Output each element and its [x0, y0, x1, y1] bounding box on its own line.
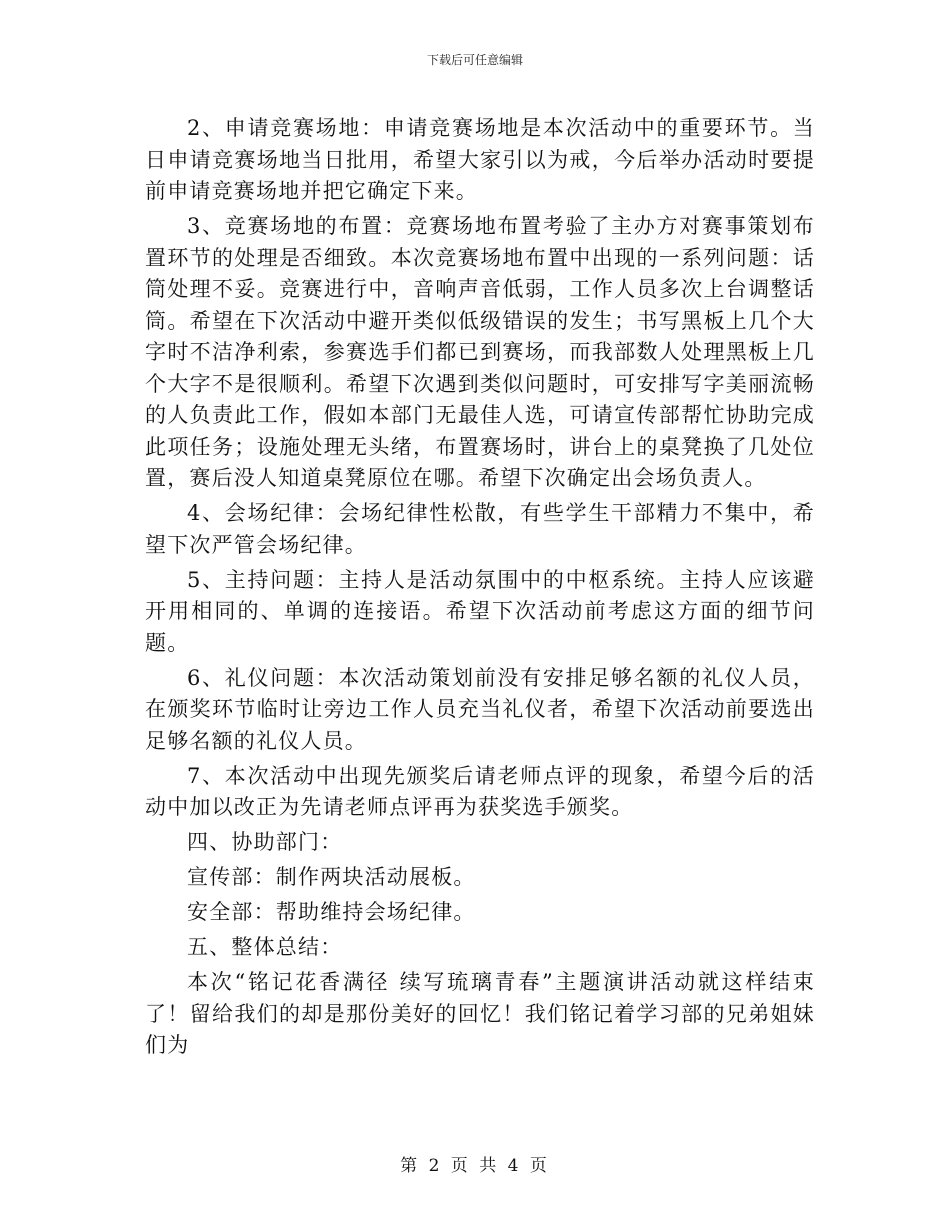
paragraph-host-issues: 5、主持问题：主持人是活动氛围中的中枢系统。主持人应该避开用相同的、单调的连接语。希望下次活动前考虑这方面的细节问题。 [145, 567, 815, 655]
paragraph-venue-setup: 3、竞赛场地的布置：竞赛场地布置考验了主办方对赛事策划布置环节的处理是否细致。本次竞赛场地布置中出现的一系列问题：话筒处理不妥。竞赛进行中，音响声音低弱，工作人员多次上台调整话筒。希望在下次活动中避开类似低级错误的发生；书写黑板上几个大字时不洁净利索，参赛选手们都已到赛场，而我部数人处理黑板上几个大字不是很顺利。希望下次遇到类似问题时，可安排写字美丽流畅的人负责此工作，假如本部门无最佳人选，可请宣传部帮忙协助完成此项任务；设施处理无头绪，布置赛场时，讲台上的桌凳换了几处位置，赛后没人知道桌凳原位在哪。希望下次确定出会场负责人。 [145, 214, 815, 490]
paragraph-security-department: 安全部：帮助维持会场纪律。 [187, 900, 476, 924]
paragraph-award-order: 7、本次活动中出现先颁奖后请老师点评的现象，希望今后的活动中加以改正为先请老师点评再为获奖选手颁奖。 [145, 763, 815, 819]
paragraph-venue-application: 2、申请竞赛场地：申请竞赛场地是本次活动中的重要环节。当日申请竞赛场地当日批用，希望大家引以为戒，今后举办活动时要提前申请竞赛场地并把它确定下来。 [145, 116, 815, 203]
paragraph-publicity-department: 宣传部：制作两块活动展板。 [187, 865, 476, 889]
document-body [145, 113, 815, 1062]
page-number: 第 2 页 共 4 页 [400, 1156, 550, 1176]
section-heading-overall-summary: 五、整体总结： [187, 935, 343, 959]
paragraph-etiquette-issues: 6、礼仪问题：本次活动策划前没有安排足够名额的礼仪人员，在颁奖环节临时让旁边工作人员充当礼仪者，希望下次活动前要选出足够名额的礼仪人员。 [145, 665, 815, 753]
paragraph-venue-discipline: 4、会场纪律：会场纪律性松散，有些学生干部精力不集中，希望下次严管会场纪律。 [145, 501, 815, 557]
page-header: 下载后可任意编辑 [426, 53, 523, 67]
paragraph-summary: 本次“铭记花香满径 续写琉璃青春”主题演讲活动就这样结束了！留给我们的却是那份美好的回忆！我们铭记着学习部的兄弟姐妹们为 [145, 970, 815, 1057]
section-heading-assisting-departments: 四、协助部门： [187, 830, 343, 854]
